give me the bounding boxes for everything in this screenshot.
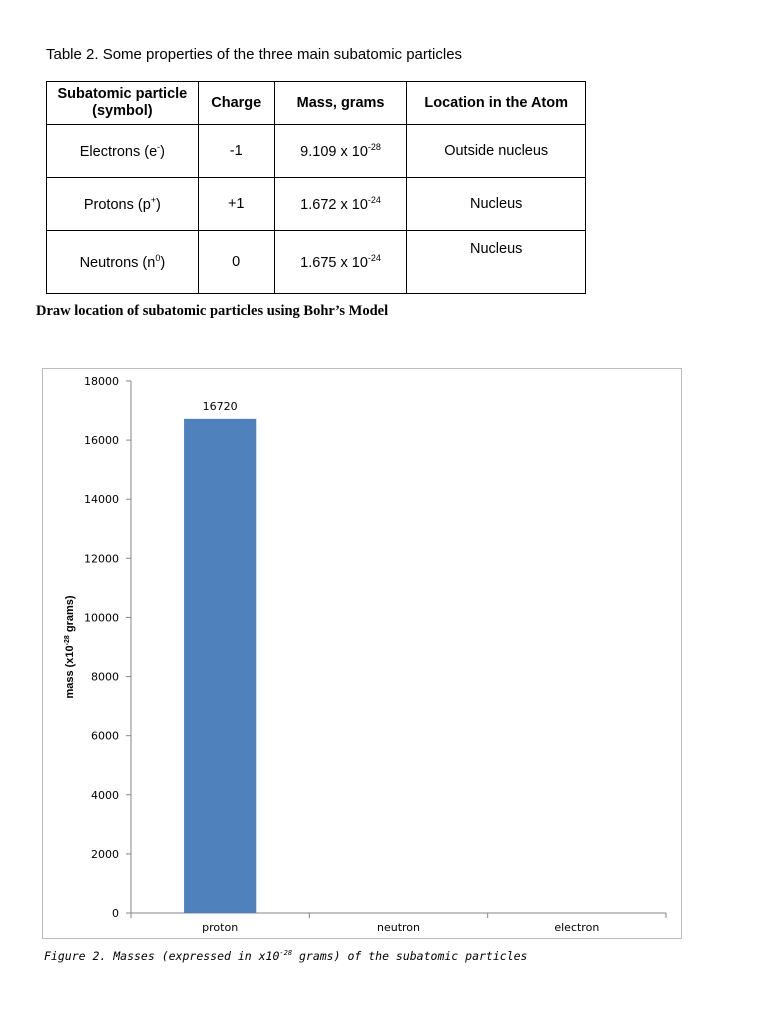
y-tick-label: 10000 bbox=[84, 611, 119, 625]
figure-caption: Figure 2. Masses (expressed in $x10^{-28}$ grams) of the subatomic particles bbox=[44, 949, 528, 963]
y-tick-label: 2000 bbox=[91, 847, 119, 861]
charge-cell: -1 bbox=[198, 125, 274, 178]
bohr-model-heading: Draw location of subatomic particles using Bohr’s Model bbox=[36, 303, 389, 319]
y-tick-label: 14000 bbox=[84, 493, 119, 507]
y-axis-label: mass ($x10^{-28}$ grams) bbox=[64, 595, 76, 699]
location-cell: Nucleus bbox=[407, 178, 586, 231]
y-tick-label: 6000 bbox=[91, 729, 119, 743]
chart-svg bbox=[43, 369, 681, 938]
charge-cell: 0 bbox=[198, 231, 274, 294]
location-cell: Outside nucleus bbox=[407, 125, 586, 178]
header-mass: Mass, grams bbox=[274, 82, 407, 125]
bar-proton bbox=[184, 419, 256, 913]
data-label-proton: 16720 bbox=[202, 399, 238, 413]
mass-cell: 1.675 x $10^{-24}$ bbox=[274, 231, 407, 294]
x-tick-label-electron: electron bbox=[554, 921, 600, 934]
particle-cell: Protons (p+) bbox=[47, 178, 199, 231]
mass-cell: 9.109 x $10^{-28}$ bbox=[274, 125, 407, 178]
y-tick-label: 16000 bbox=[84, 434, 119, 448]
table-row bbox=[47, 125, 586, 178]
charge-cell: +1 bbox=[198, 178, 274, 231]
table-row bbox=[47, 178, 586, 231]
x-tick-label-proton: proton bbox=[202, 921, 239, 934]
x-tick-label-neutron: neutron bbox=[376, 921, 421, 934]
particle-cell: Electrons (e-) bbox=[47, 125, 199, 178]
mass-bar-chart bbox=[42, 368, 682, 939]
location-cell: Nucleus bbox=[407, 231, 586, 294]
y-tick-label: 8000 bbox=[91, 670, 119, 684]
mass-cell: 1.672 x $10^{-24}$ bbox=[274, 178, 407, 231]
y-tick-label: 18000 bbox=[84, 375, 119, 388]
y-tick-label: 12000 bbox=[84, 552, 119, 566]
particle-properties-table bbox=[46, 81, 586, 294]
table-caption: Table 2. Some properties of the three main subatomic particles bbox=[46, 46, 463, 63]
header-charge: Charge bbox=[198, 82, 274, 125]
table-row bbox=[47, 231, 586, 294]
header-location: Location in the Atom bbox=[407, 82, 586, 125]
particle-cell: Neutrons $(n^0)$ bbox=[47, 231, 199, 294]
y-tick-label: 0 bbox=[112, 907, 119, 920]
table-header-row bbox=[47, 82, 586, 125]
header-particle: Subatomic particle (symbol) bbox=[47, 82, 199, 125]
y-tick-label: 4000 bbox=[91, 788, 119, 802]
